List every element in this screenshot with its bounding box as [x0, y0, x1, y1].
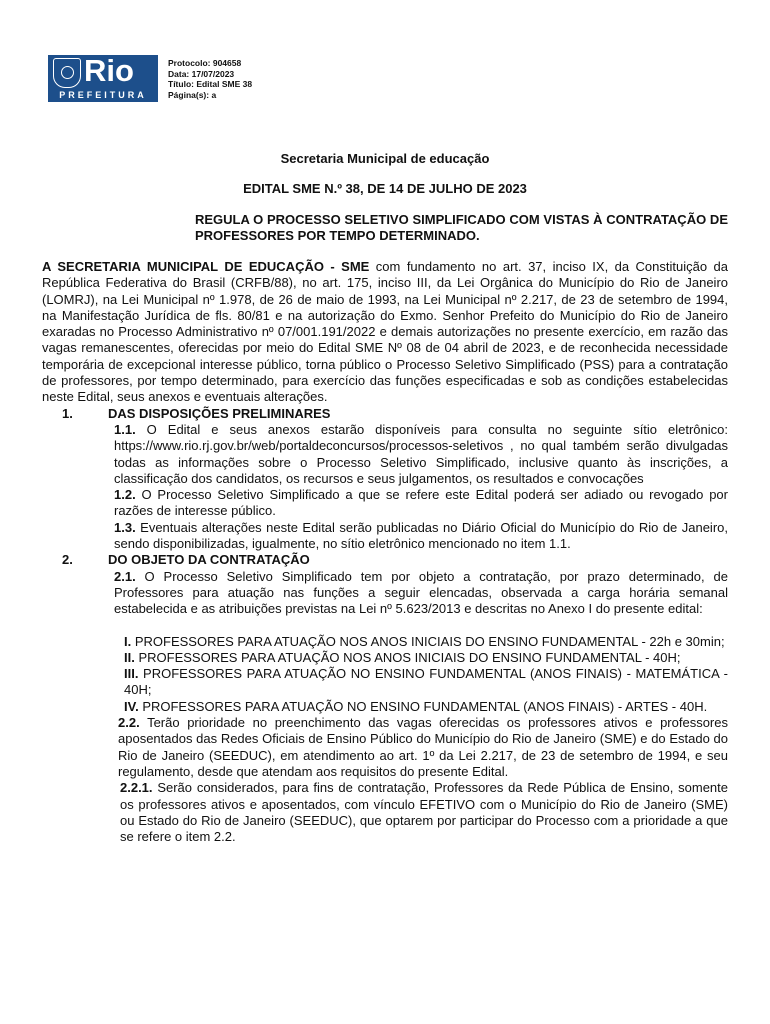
- roman-item-4-number: IV.: [124, 698, 139, 714]
- roman-item-4: [124, 699, 728, 715]
- secretaria-heading: Secretaria Municipal de educação: [280, 151, 490, 166]
- section-2-heading: [42, 552, 728, 568]
- roman-item-1-text: PROFESSORES PARA ATUAÇÃO NOS ANOS INICIAIS DO ENSINO FUNDAMENTAL - 22h e 30min;: [131, 633, 725, 649]
- protocol-date: Data: 17/07/2023: [168, 68, 235, 79]
- document-body: [42, 259, 728, 845]
- item-2-1-text: O Processo Seletivo Simplificado tem por objeto a contratação, por prazo determinado, de Professores para atuação nas funções a seguir elencadas, observada a carga horária semanal estabelecida e as atribuições previstas na Lei nº 5.623/2013 e descritas no Anexo I do presente edital:: [114, 568, 728, 617]
- item-1-1: [114, 422, 728, 487]
- section-1-number: 1.: [62, 405, 73, 421]
- item-1-2: [114, 487, 728, 520]
- preamble-paragraph: [42, 259, 728, 406]
- item-1-1-text: O Edital e seus anexos estarão disponíveis para consulta no seguinte sítio eletrônico: https://www.rio.rj.gov.br/web/portaldeconcursos/processos-seletivos , no qual também serão divulgadas todas as informações sobre o Processo Seletivo Simplificado, inclusive quanto às inscrições, a classificação dos candidatos, os recursos e seus julgamentos, os resultados e convocações: [114, 421, 728, 486]
- item-2-2-1: [120, 780, 728, 845]
- logo-subtitle: PREFEITURA: [59, 90, 147, 100]
- roman-item-2-text: PROFESSORES PARA ATUAÇÃO NOS ANOS INICIAIS DO ENSINO FUNDAMENTAL - 40H;: [134, 649, 681, 665]
- edital-heading: EDITAL SME N.º 38, DE 14 DE JULHO DE 2023: [243, 181, 527, 196]
- logo-brand: Rio: [84, 53, 134, 88]
- item-1-1-number: 1.1.: [114, 421, 136, 437]
- roman-item-1: [124, 634, 728, 650]
- section-1-title: DAS DISPOSIÇÕES PRELIMINARES: [108, 405, 331, 421]
- item-2-2-1-number: 2.2.1.: [120, 780, 153, 796]
- item-2-2-text: Terão prioridade no preenchimento das vagas oferecidas os professores ativos e professores aposentados das Redes Oficiais de Ensino Público do Município do Rio de Janeiro (SME) e do Estado do Rio de Janeiro (SEEDUC), em atendimento ao art. 1º da Lei 2.217, de 23 de setembro de 1994, e seu regulamento, desde que atendam aos requisitos do presente Edital.: [118, 715, 728, 779]
- item-2-1: [114, 569, 728, 618]
- item-1-2-text: O Processo Seletivo Simplificado a que se refere este Edital poderá ser adiado ou revogado por razões de interesse público.: [114, 487, 728, 519]
- section-2-number: 2.: [62, 552, 73, 568]
- prefeitura-rio-logo: [48, 55, 158, 102]
- item-2-2: [118, 715, 728, 780]
- roman-item-2: [124, 650, 728, 666]
- regula-heading: REGULA O PROCESSO SELETIVO SIMPLIFICADO COM VISTAS À CONTRATAÇÃO DE PROFESSORES POR TEMPO DETERMINADO.: [195, 212, 728, 243]
- item-2-2-1-text: Serão considerados, para fins de contratação, Professores da Rede Pública de Ensino, somente os professores ativos e aposentados, com vínculo EFETIVO com o Município do Rio de Janeiro (SME) ou Estado do Rio de Janeiro (SEEDUC), que optarem por participar do Processo com a prioridade a que se refere o item 2.2.: [120, 780, 728, 845]
- section-2-title: DO OBJETO DA CONTRATAÇÃO: [108, 552, 310, 568]
- protocol-title: Título: Edital SME 38: [168, 79, 253, 89]
- item-2-1-number: 2.1.: [114, 568, 136, 584]
- coat-of-arms-icon: [53, 58, 81, 88]
- section-1-heading: [42, 406, 728, 422]
- protocol-pages: Página(s): a: [168, 89, 217, 100]
- roman-item-4-text: PROFESSORES PARA ATUAÇÃO NO ENSINO FUNDAMENTAL (ANOS FINAIS) - ARTES - 40H.: [138, 698, 708, 714]
- roman-item-3-number: III.: [124, 666, 139, 682]
- item-2-2-number: 2.2.: [118, 715, 140, 731]
- preamble-text: com fundamento no art. 37, inciso IX, da Constituição da República Federativa do Brasil (CRFB/88), no art. 175, inciso III, da Lei Orgânica do Município do Rio de Janeiro (LOMRJ), na Lei Municipal nº 1.978, de 26 de maio de 1993, na Lei Municipal nº 2.217, de 23 de setembro de 1994, na Manifestação Jurídica de fls. 80/81 e na autorização do Exmo. Senhor Prefeito do Município do Rio de Janeiro exaradas no Processo Administrativo nº 07/001.191/2022 e demais autorizações no presente exercício, em razão das vagas remanescentes, oferecidas por meio do Edital SME Nº 08 de 04 abril de 2023, e de reconhecida necessidade temporária de excepcional interesse público, torna público o Processo Seletivo Simplificado (PSS) para a contratação de professores, por tempo determinado, para exercício das funções especificadas e sob as condições estabelecidas neste Edital, seus anexos e eventuais alterações.: [42, 259, 728, 405]
- roman-item-3: [124, 666, 728, 699]
- item-1-3-text: Eventuais alterações neste Edital serão publicadas no Diário Oficial do Município do Rio de Janeiro, sendo disponibilizadas, igualmente, no sítio eletrônico mencionado no item 1.1.: [114, 519, 728, 552]
- item-1-3: [114, 520, 728, 553]
- item-1-2-number: 1.2.: [114, 487, 136, 503]
- preamble-lead: A SECRETARIA MUNICIPAL DE EDUCAÇÃO - SME: [42, 259, 370, 274]
- protocol-metadata: [168, 58, 252, 100]
- item-1-3-number: 1.3.: [114, 519, 136, 535]
- roman-item-2-number: II.: [124, 649, 135, 665]
- protocol-number: Protocolo: 904658: [168, 58, 242, 68]
- roman-item-3-text: PROFESSORES PARA ATUAÇÃO NO ENSINO FUNDAMENTAL (ANOS FINAIS) - MATEMÁTICA - 40H;: [124, 666, 728, 698]
- roman-item-1-number: I.: [124, 633, 132, 649]
